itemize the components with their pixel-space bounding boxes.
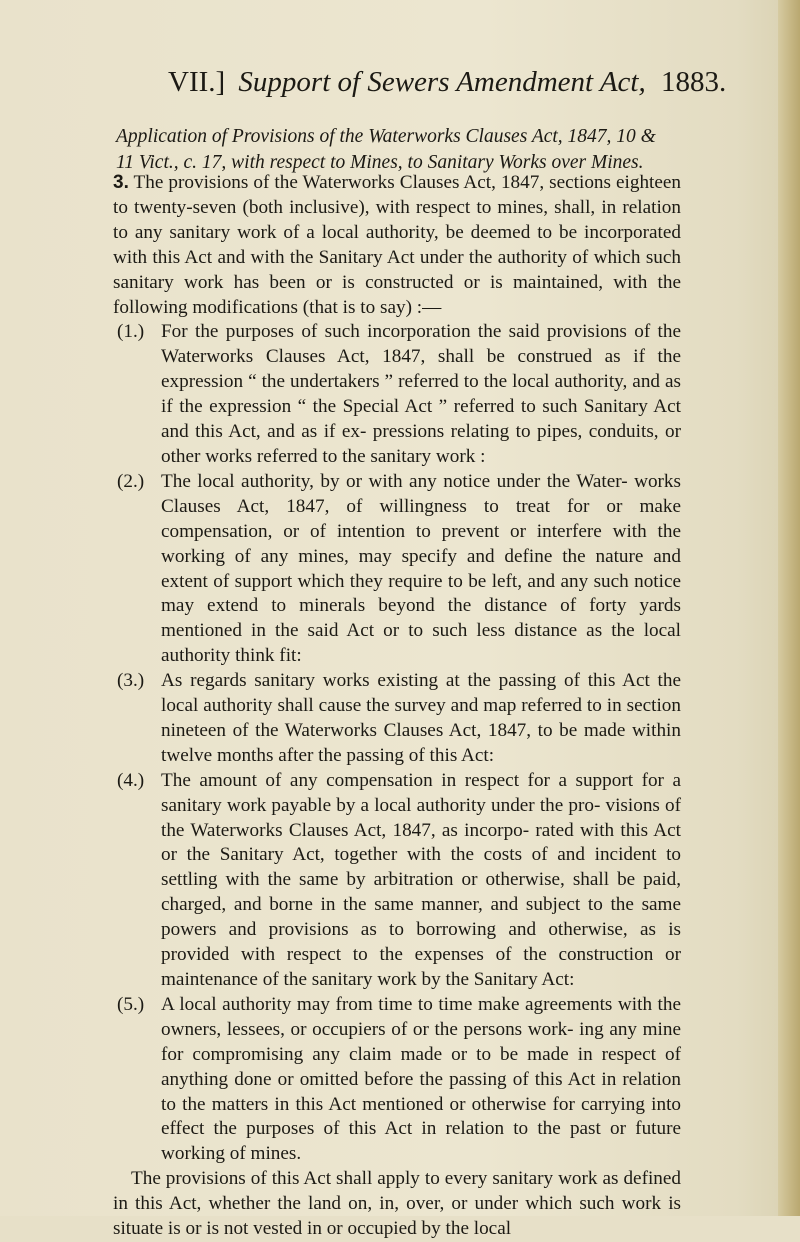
section-intro-text: The provisions of the Waterworks Clauses Act, 1847, sections eighteen to twenty-seven (both inclusive), with respect to mines, shall, in relation to any sanitary work of a local authority, be deemed to be incorporated with this Act and with the Sanitary Act under the authority of which such sanitary work has been or is constructed or is maintained, with the following modifications (that is to say) :— <box>113 172 681 318</box>
clause-text: The local authority, by or with any notice under the Water- works Clauses Act, 1847, of willingness to treat for or make compensation, or of intention to prevent or interfere with the working of any mines, may specify and define the nature and extent of support which they require to be left, and any such notice may extend to minerals beyond the distance of forty yards mentioned in the said Act or to such less distance as the local authority think fit: <box>161 470 681 667</box>
header-year: 1883. <box>660 66 727 98</box>
clause-2 <box>113 470 681 669</box>
running-header <box>168 66 727 99</box>
body-text <box>113 171 681 1242</box>
section-heading: Application of Provisions of the Waterworks Clauses Act, 1847, 10 & 11 Vict., c. 17, with respect to Mines, to Sanitary Works over Mines. <box>116 126 656 173</box>
clause-text: A local authority may from time to time make agreements with the owners, lessees, or occupiers of or the persons work- ing any mine for compromising any claim made or to be made in respect of anything done or omitted before the passing of this Act in relation to the matters in this Act mentioned or otherwise for carrying into effect the purposes of this Act in relation to the past or future working of mines. <box>161 993 681 1165</box>
page-edge <box>778 0 800 1216</box>
section-intro <box>113 171 681 320</box>
clause-text: For the purposes of such incorporation the said provisions of the Waterworks Clauses Act, 1847, shall be construed as if the expression “ the undertakers ” referred to the local authority, and as if the expression “ the Special Act ” referred to such Sanitary Act and this Act, and as if ex- pressions relating to pipes, conduits, or other works referred to the sanitary work : <box>161 321 681 467</box>
clause-4 <box>113 769 681 993</box>
clause-1 <box>113 320 681 469</box>
clause-number: (4.) <box>117 769 145 791</box>
clause-number: (2.) <box>117 470 145 492</box>
chapter-marker: VII.] <box>168 66 226 98</box>
clause-number: (1.) <box>117 321 145 343</box>
clause-text: As regards sanitary works existing at the passing of this Act the local authority shall cause the survey and map referred to in section nineteen of the Waterworks Clauses Act, 1847, to be made within twelve months after the passing of this Act: <box>161 670 681 766</box>
clause-number: (3.) <box>117 670 145 692</box>
clause-5 <box>113 993 681 1167</box>
section-number: 3. <box>113 172 129 193</box>
clause-number: (5.) <box>117 993 145 1015</box>
clause-text: The amount of any compensation in respect for a support for a sanitary work payable by a local authority under the pro- visions of the Waterworks Clauses Act, 1847, as incorpo- rated with this Act or the Sanitary Act, together with the costs of and incident to settling with the same by arbitration or otherwise, shall be paid, charged, and borne in the same manner, and subject to the same powers and provisions as to borrowing and otherwise, as is provided with respect to the expenses of the construction or maintenance of the sanitary work by the Sanitary Act: <box>161 769 681 990</box>
clause-3 <box>113 669 681 769</box>
header-title: Support of Sewers Amendment Act, <box>238 66 646 98</box>
closing-paragraph: The provisions of this Act shall apply to every sanitary work as defined in this Act, whether the land on, in, over, or under which such work is situate is or is not vested in or occupied by the local <box>113 1168 681 1240</box>
